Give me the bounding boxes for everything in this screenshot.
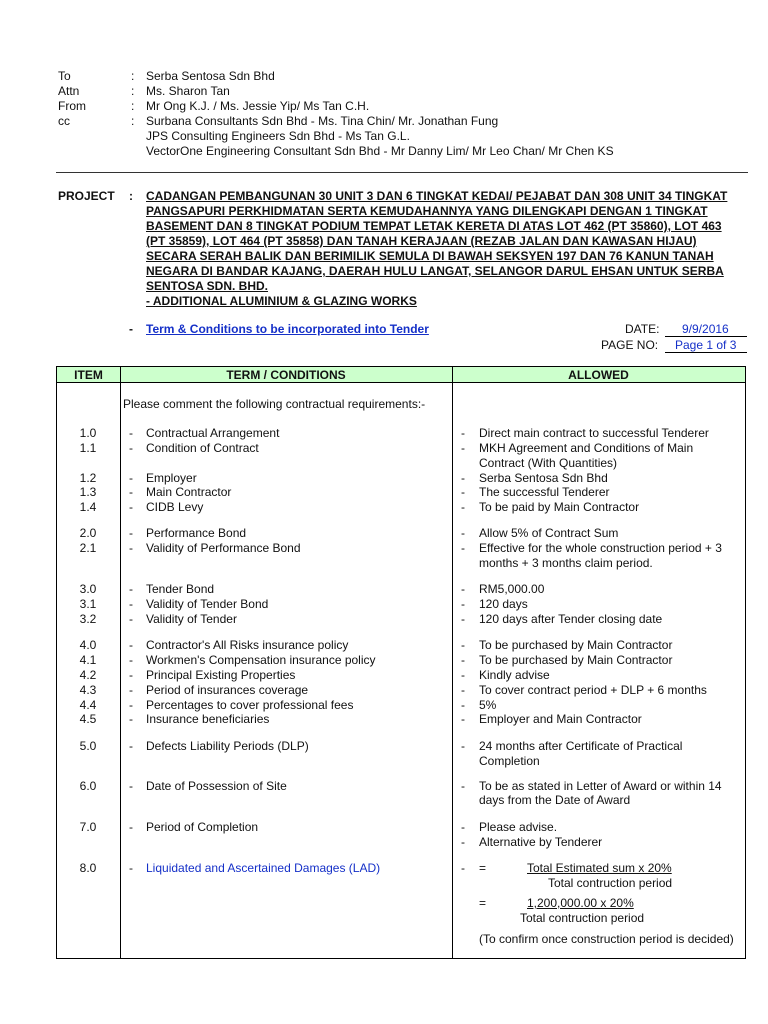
lad-equals-2: = [479,896,487,910]
allowed-text: RM5,000.00 [479,582,545,596]
item-number: 1.2 [79,471,97,485]
col-divider-2 [452,367,453,958]
attn-label: Attn [58,84,80,98]
header-term: TERM / CONDITIONS [226,368,346,382]
date-label: DATE: [625,322,660,336]
term-dash: - [129,582,133,596]
allowed-text-cont: Alternative by Tenderer [479,835,603,849]
allowed-dash: - [461,612,465,626]
item-number: 1.0 [79,426,97,440]
term-text: Performance Bond [146,526,247,540]
header-allowed: ALLOWED [568,368,629,382]
header-item: ITEM [74,368,103,382]
project-line-8: - ADDITIONAL ALUMINIUM & GLAZING WORKS [146,294,417,308]
term-text: Condition of Contract [146,441,259,455]
allowed-text-cont: days from the Date of Award [479,793,631,807]
allowed-text: MKH Agreement and Conditions of Main [479,441,694,455]
allowed-dash: - [461,683,465,697]
allowed-text: To be purchased by Main Contractor [479,653,673,667]
project-colon: : [129,189,133,203]
allowed-text: Employer and Main Contractor [479,712,642,726]
allowed-text: Serba Sentosa Sdn Bhd [479,471,608,485]
allowed-dash: - [461,653,465,667]
allowed-text: Please advise. [479,820,558,834]
item-number: 4.3 [79,683,97,697]
item-number: 2.0 [79,526,97,540]
item-number: 1.1 [79,441,97,455]
allowed-text: The successful Tenderer [479,485,610,499]
item-number: 4.1 [79,653,97,667]
term-dash: - [129,541,133,555]
allowed-dash: - [461,485,465,499]
allowed-text: 120 days [479,597,528,611]
item-number: 4.2 [79,668,97,682]
term-dash: - [129,485,133,499]
term-dash: - [129,597,133,611]
allowed-dash: - [461,861,465,875]
term-text: Tender Bond [146,582,215,596]
term-dash: - [129,739,133,753]
attn-value: Ms. Sharon Tan [146,84,230,98]
term-dash: - [129,426,133,440]
allowed-dash: - [461,597,465,611]
item-number: 3.2 [79,612,97,626]
term-text: CIDB Levy [146,500,204,514]
term-text: Principal Existing Properties [146,668,296,682]
term-dash: - [129,471,133,485]
term-dash: - [129,683,133,697]
term-text: Validity of Performance Bond [146,541,301,555]
term-dash: - [129,779,133,793]
to-value: Serba Sentosa Sdn Bhd [146,69,275,83]
term-dash: - [129,653,133,667]
date-value: 9/9/2016 [682,322,729,336]
term-dash: - [129,612,133,626]
project-line-6: NEGARA DI BANDAR KAJANG, DAERAH HULU LANGAT, SELANGOR DARUL EHSAN UNTUK SERBA [146,264,724,278]
to-label: To [58,69,71,83]
term-text: Contractual Arrangement [146,426,280,440]
term-text: Workmen's Compensation insurance policy [146,653,376,667]
allowed-text: 120 days after Tender closing date [479,612,663,626]
item-number: 4.5 [79,712,97,726]
allowed-text: Kindly advise [479,668,550,682]
lad-formula-2-numerator: 1,200,000.00 x 20% [527,896,634,910]
allowed-dash: - [461,712,465,726]
allowed-dash: - [461,500,465,514]
term-text: Date of Possession of Site [146,779,287,793]
allowed-text-cont: Completion [479,754,540,768]
item-number: 4.0 [79,638,97,652]
from-value: Mr Ong K.J. / Ms. Jessie Yip/ Ms Tan C.H. [146,99,370,113]
term-dash: - [129,698,133,712]
cc-value: Surbana Consultants Sdn Bhd - Ms. Tina Chin/ Mr. Jonathan Fung [146,114,499,128]
page-underline [665,352,747,353]
allowed-dash: - [461,638,465,652]
cc-extra-2: VectorOne Engineering Consultant Sdn Bhd - Mr Danny Lim/ Mr Leo Chan/ Mr Chen KS [146,144,614,158]
term-dash: - [129,820,133,834]
date-underline [665,336,747,337]
term-text: Period of Completion [146,820,259,834]
term-text: Percentages to cover professional fees [146,698,354,712]
page-value: Page 1 of 3 [675,338,737,352]
allowed-dash: - [461,698,465,712]
item-number: 3.1 [79,597,97,611]
term-text: Validity of Tender Bond [146,597,269,611]
table-intro: Please comment the following contractual requirements:- [123,397,426,411]
from-label: From [58,99,86,113]
item-number: 7.0 [79,820,97,834]
allowed-text: Allow 5% of Contract Sum [479,526,619,540]
project-line-7: SENTOSA SDN. BHD. [146,279,269,293]
term-text: Insurance beneficiaries [146,712,270,726]
item-number: 1.4 [79,500,97,514]
allowed-text: 5% [479,698,497,712]
allowed-dash: - [461,835,465,849]
allowed-dash: - [461,541,465,555]
allowed-text: 24 months after Certificate of Practical [479,739,683,753]
term-text: Validity of Tender [146,612,237,626]
term-text-lad: Liquidated and Ascertained Damages (LAD) [146,861,381,875]
cc-colon: : [131,114,135,128]
term-dash: - [129,441,133,455]
project-line-1: CADANGAN PEMBANGUNAN 30 UNIT 3 DAN 6 TINGKAT KEDAI/ PEJABAT DAN 308 UNIT 34 TINGKAT [146,189,728,203]
lad-formula-1-denominator: Total contruction period [548,876,673,890]
header-divider [56,172,748,173]
allowed-dash: - [461,820,465,834]
term-text: Defects Liability Periods (DLP) [146,739,309,753]
allowed-text: Direct main contract to successful Tenderer [479,426,709,440]
term-text: Main Contractor [146,485,232,499]
allowed-text: To cover contract period + DLP + 6 months [479,683,707,697]
from-colon: : [131,99,135,113]
allowed-dash: - [461,779,465,793]
item-number: 1.3 [79,485,97,499]
allowed-text: To be paid by Main Contractor [479,500,640,514]
term-dash: - [129,861,133,875]
allowed-dash: - [461,441,465,455]
allowed-dash: - [461,668,465,682]
term-text: Contractor's All Risks insurance policy [146,638,349,652]
term-dash: - [129,712,133,726]
allowed-text-cont: Contract (With Quantities) [479,456,618,470]
allowed-text-cont: months + 3 months claim period. [479,556,653,570]
to-colon: : [131,69,135,83]
allowed-text: To be as stated in Letter of Award or within 14 [479,779,722,793]
page-label: PAGE NO: [601,338,659,352]
term-text: Employer [146,471,197,485]
allowed-dash: - [461,739,465,753]
lad-formula-2-denominator: Total contruction period [520,911,645,925]
term-dash: - [129,638,133,652]
project-line-2: PANGSAPURI PERKHIDMATAN SERTA KEMUDAHANNYA YANG DILENGKAPI DENGAN 1 TINGKAT [146,204,708,218]
lad-note: (To confirm once construction period is decided) [479,932,734,946]
allowed-text: Effective for the whole construction period + 3 [479,541,722,555]
allowed-text: To be purchased by Main Contractor [479,638,673,652]
item-number: 8.0 [79,861,97,875]
project-line-4: (PT 35859), LOT 464 (PT 35858) DAN TANAH KERAJAAN (REZAB JALAN DAN KAWASAN HIJAU) [146,234,697,248]
lad-equals-1: = [479,861,487,875]
allowed-dash: - [461,426,465,440]
allowed-dash: - [461,526,465,540]
item-number: 4.4 [79,698,97,712]
project-line-5: SECARA SERAH BALIK DAN BERIMILIK SEMULA DI BAWAH SEKSYEN 197 DAN 76 KANUN TANAH [146,249,714,263]
cc-extra-1: JPS Consulting Engineers Sdn Bhd - Ms Tan G.L. [146,129,410,143]
project-line-3: BASEMENT DAN 8 TINGKAT PODIUM TEMPAT LETAK KERETA DI ATAS LOT 462 (PT 35860), LOT 463 [146,219,722,233]
item-number: 6.0 [79,779,97,793]
term-dash: - [129,526,133,540]
attn-colon: : [131,84,135,98]
item-number: 5.0 [79,739,97,753]
lad-formula-1-numerator: Total Estimated sum x 20% [527,861,672,875]
col-divider-1 [120,367,121,958]
allowed-dash: - [461,582,465,596]
project-label: PROJECT [58,189,115,203]
term-dash: - [129,500,133,514]
allowed-dash: - [461,471,465,485]
cc-label: cc [58,114,70,128]
term-text: Period of insurances coverage [146,683,309,697]
item-number: 3.0 [79,582,97,596]
subject-dash: - [129,322,133,336]
term-dash: - [129,668,133,682]
item-number: 2.1 [79,541,97,555]
subject-title: Term & Conditions to be incorporated into Tender [146,322,429,336]
